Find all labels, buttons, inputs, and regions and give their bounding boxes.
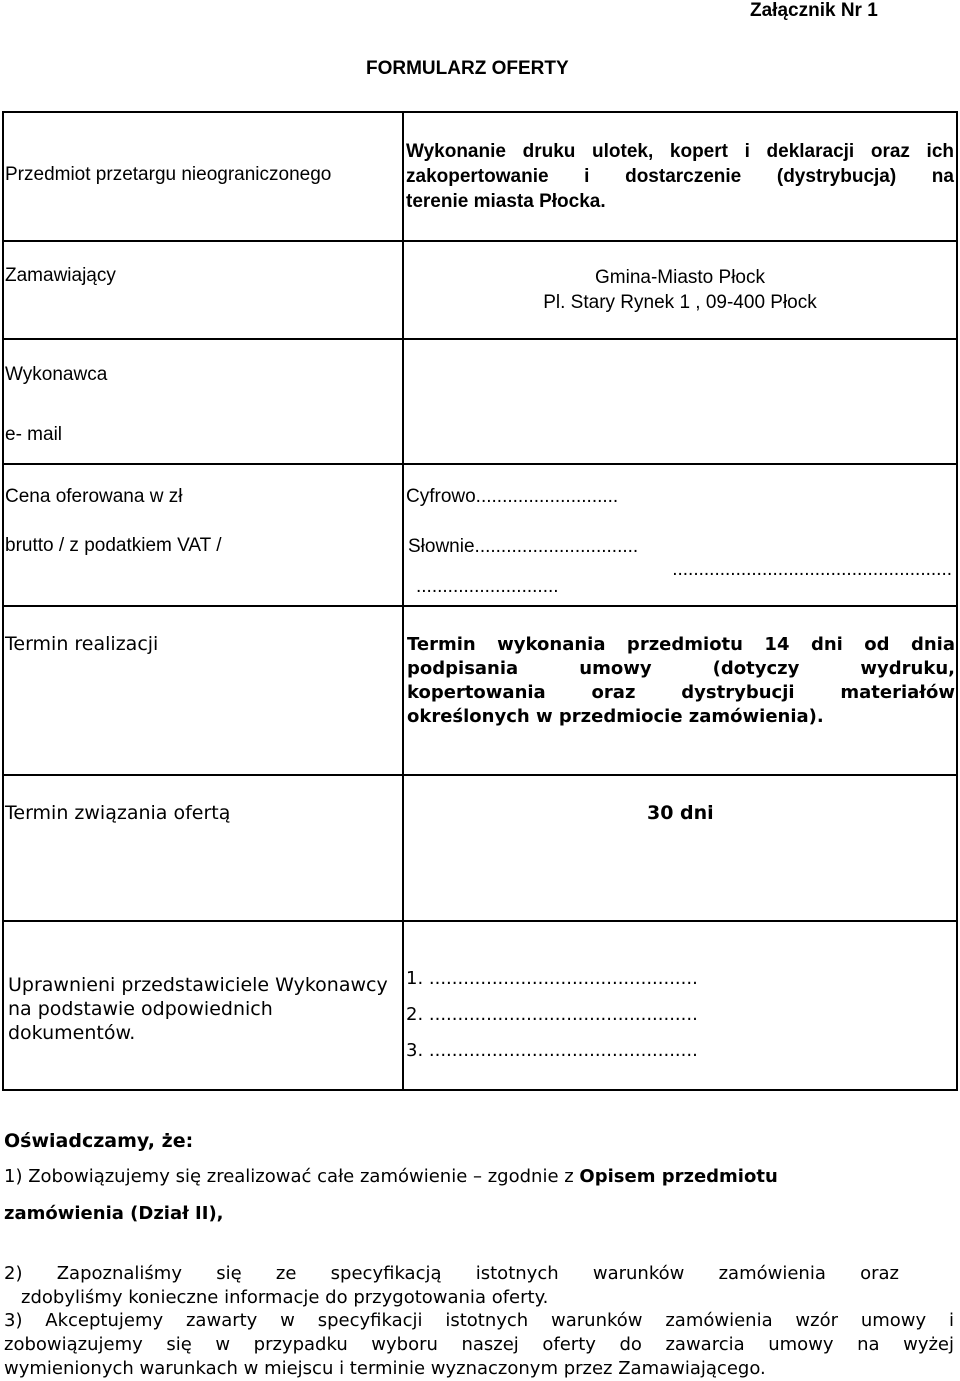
table-border-bottom: [2, 1089, 957, 1091]
declaration-emphasis: Opisem przedmiotu: [579, 1166, 778, 1187]
form-title: FORMULARZ OFERTY: [366, 58, 569, 79]
declaration-text: 1) Zobowiązujemy się zrealizować całe zamówienie – zgodnie z: [4, 1166, 580, 1187]
orderer-name: Gmina-Miasto Płock: [595, 267, 765, 288]
deadline-value: [407, 633, 955, 729]
deadline-line: podpisania umowy (dotyczy wydruku,: [407, 658, 955, 679]
declaration-heading: Oświadczamy, że:: [4, 1130, 194, 1152]
declaration-line: wymienionych warunkach w miejscu i terminie wyznaczonym przez Zamawiającego.: [4, 1358, 766, 1379]
table-row-divider: [2, 920, 957, 922]
subject-value: [406, 139, 954, 214]
declaration-line: 3) Akceptujemy zawarty w specyfikacji istotnych warunków zamówienia wzór umowy i: [4, 1310, 954, 1331]
subject-line: zakopertowanie i dostarczenie (dystrybucja) na: [406, 166, 954, 187]
representatives-label-line: Uprawnieni przedstawiciele Wykonawcy: [8, 974, 388, 996]
representatives-label-line: na podstawie odpowiednich: [8, 998, 273, 1020]
declaration-point-3: [4, 1309, 954, 1381]
deadline-line: określonych w przedmiocie zamówienia).: [407, 706, 824, 727]
subject-label: Przedmiot przetargu nieograniczonego: [5, 164, 332, 185]
declaration-line: 2) Zapoznaliśmy się ze specyfikacją istotnych warunków zamówienia oraz: [4, 1263, 899, 1284]
table-column-divider: [402, 111, 404, 1091]
contractor-label: Wykonawca: [5, 364, 108, 385]
representative-line: 1. ...............................................: [406, 968, 698, 989]
declaration-point-1-cont: zamówienia (Dział II),: [4, 1203, 224, 1224]
table-border-top: [2, 111, 957, 113]
price-digits-field: Cyfrowo...........................: [406, 486, 619, 507]
price-words-field: [408, 535, 956, 598]
table-border-right: [956, 111, 958, 1091]
price-words-line: .....................................................: [672, 559, 952, 580]
declaration-point-2: [4, 1262, 899, 1310]
declaration-line: zobowiązujemy się w przypadku wyboru naszej oferty do zawarcia umowy na wyżej: [4, 1334, 954, 1355]
subject-line: Wykonanie druku ulotek, kopert i deklaracji oraz ich: [406, 141, 954, 162]
representatives-label-line: dokumentów.: [8, 1022, 136, 1044]
table-row-divider: [2, 240, 957, 242]
table-row-divider: [2, 338, 957, 340]
binding-value: 30 dni: [647, 802, 714, 824]
deadline-line: kopertowania oraz dystrybucji materiałów: [407, 682, 955, 703]
table-row-divider: [2, 774, 957, 776]
subject-line: terenie miasta Płocka.: [406, 191, 606, 212]
price-words-line: Słownie...............................: [408, 536, 639, 557]
price-words-line: ...........................: [416, 576, 559, 597]
representative-line: 2. ...............................................: [406, 1004, 698, 1025]
binding-label: Termin związania ofertą: [5, 802, 231, 824]
orderer-label: Zamawiający: [5, 265, 116, 286]
declaration-line: zdobyliśmy konieczne informacje do przygotowania oferty.: [21, 1287, 549, 1308]
annex-label: Załącznik Nr 1: [750, 0, 878, 21]
deadline-line: Termin wykonania przedmiotu 14 dni od dnia: [407, 634, 955, 655]
table-row-divider: [2, 463, 957, 465]
deadline-label: Termin realizacji: [5, 633, 159, 655]
table-row-divider: [2, 605, 957, 607]
representative-line: 3. ...............................................: [406, 1040, 698, 1061]
email-label: e- mail: [5, 424, 63, 445]
table-border-left: [2, 111, 4, 1091]
price-label-2: brutto / z podatkiem VAT /: [5, 535, 222, 556]
representatives-list: [406, 961, 698, 1069]
declaration-point-1: [4, 1166, 778, 1187]
orderer-address: Pl. Stary Rynek 1 , 09-400 Płock: [543, 292, 817, 313]
orderer-value: [404, 265, 956, 315]
price-label-1: Cena oferowana w zł: [5, 486, 183, 507]
representatives-label: [8, 973, 388, 1045]
